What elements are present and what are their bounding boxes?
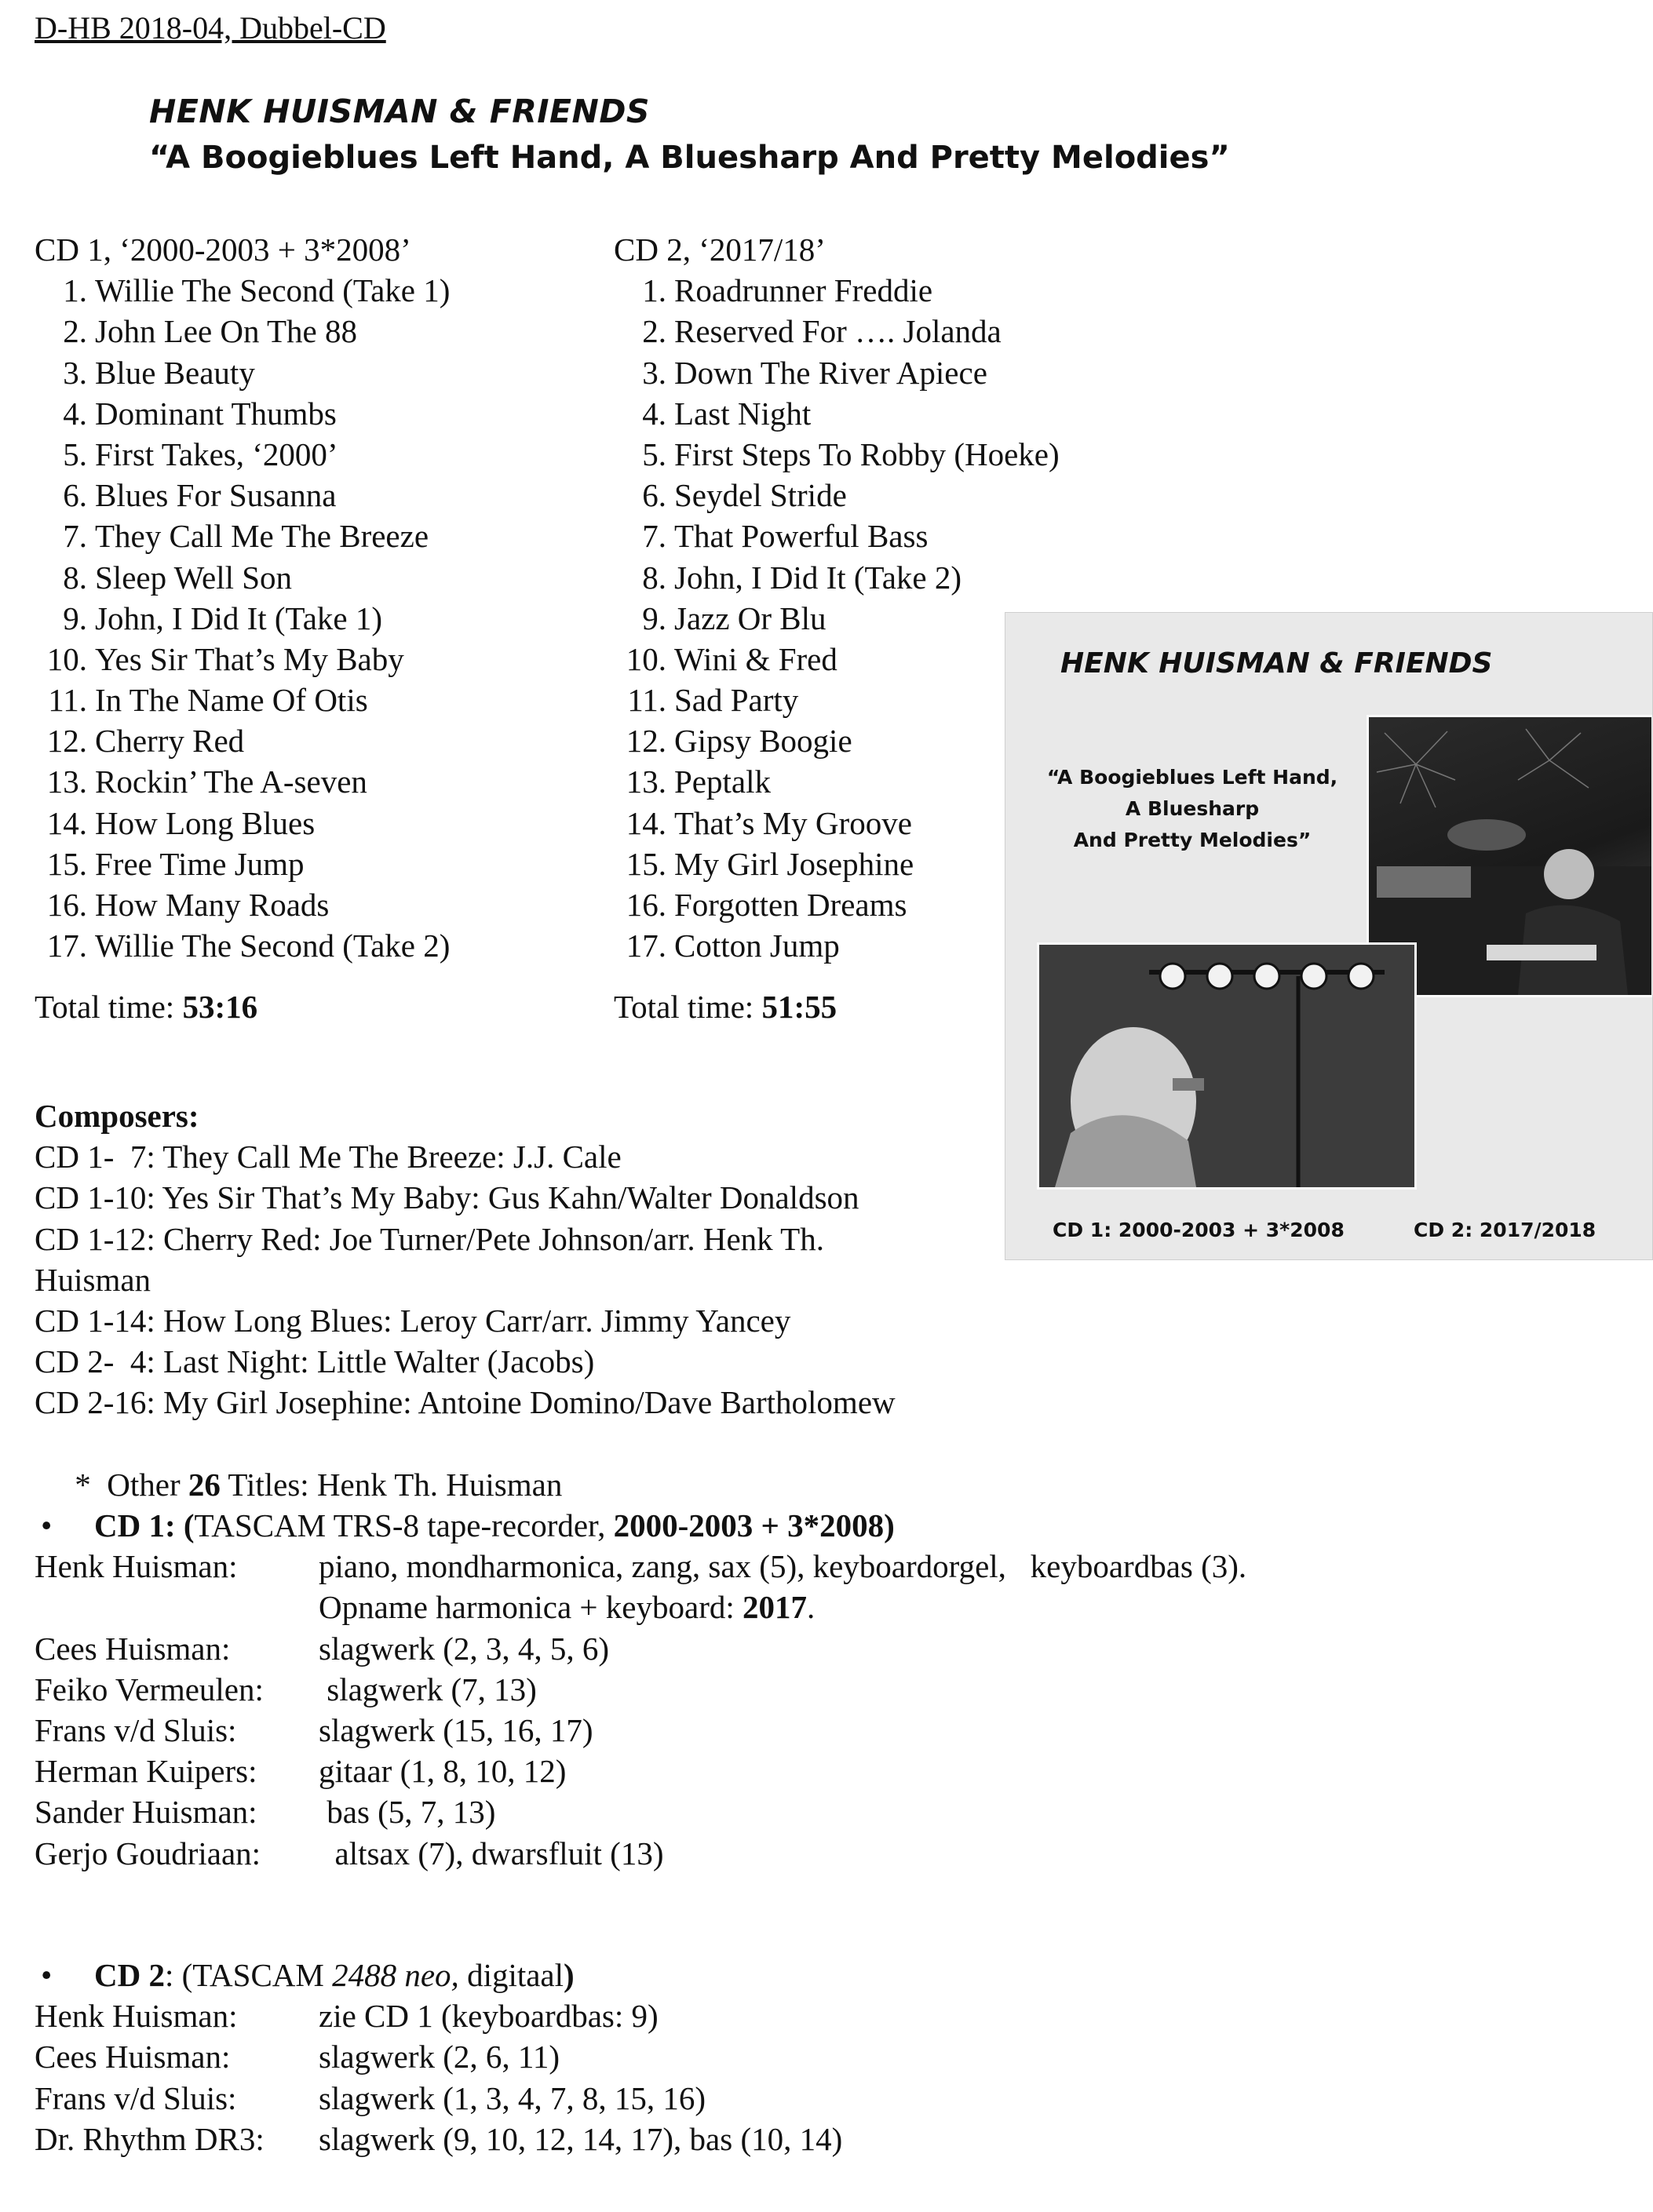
musician-name: Henk Huisman: [35,1998,238,2035]
musician-name: Frans v/d Sluis: [35,2079,237,2116]
track-row [35,803,450,844]
track-row [614,803,1060,844]
composers-other [35,1423,896,1503]
track-row [35,720,450,761]
album-title: “A Boogieblues Left Hand, A Bluesharp And Pretty Melodies” [149,140,1230,176]
track-title: Reserved For …. Jolanda [674,313,1002,350]
cd1-lineup-label: CD 1: [94,1507,176,1543]
track-title: Yes Sir That’s My Baby [95,640,404,677]
musician-name: Cees Huisman: [35,1630,231,1667]
track-title: They Call Me The Breeze [95,518,429,555]
track-title: Blues For Susanna [95,477,337,514]
track-number: 4. [642,395,666,432]
cd2-lineup-header [35,1955,842,1995]
track-number: 1. [642,272,666,309]
cd1-henk-note [35,1587,1246,1627]
track-number: 2. [642,313,666,350]
track-title: Last Night [674,395,812,432]
track-title: First Takes, ‘2000’ [95,435,338,472]
track-number: 6. [642,477,666,514]
musician-role: slagwerk (2, 6, 11) [319,2039,560,2075]
musician-row [35,1791,1246,1832]
cd1-lineup-desc: TASCAM TRS-8 tape-recorder, [194,1507,614,1543]
musician-role: slagwerk (15, 16, 17) [319,1711,593,1748]
track-row [35,352,450,393]
track-row [35,925,450,966]
track-title: Sad Party [674,682,799,719]
cd2-total-value: 51:55 [761,989,837,1026]
track-title: John, I Did It (Take 1) [95,599,383,636]
cover-footer-cd1: CD 1: 2000-2003 + 3*2008 [1053,1219,1345,1241]
musician-role: zie CD 1 (keyboardbas: 9) [319,1998,659,2035]
track-title: Down The River Apiece [674,354,987,391]
track-title: Blue Beauty [95,354,255,391]
track-number: 9. [642,599,666,636]
track-row [614,393,1060,434]
cd2-header: CD 2, ‘2017/18’ [614,231,826,268]
cd1-header: CD 1, ‘2000-2003 + 3*2008’ [35,231,411,268]
cd2-lineup [35,1955,842,2159]
track-number: 12. [46,723,87,760]
track-row [614,352,1060,393]
track-number: 3. [642,354,666,391]
track-number: 7. [642,518,666,555]
track-number: 17. [626,927,666,964]
musician-row [35,2036,842,2077]
track-row [35,516,450,556]
track-title: Willie The Second (Take 1) [95,272,451,309]
musician-row [35,1669,1246,1710]
musician-row [35,2119,842,2159]
track-row [35,680,450,720]
composer-line: CD 2- 4: Last Night: Little Walter (Jacobs) [35,1343,595,1380]
track-number: 14. [626,804,666,841]
bullet-icon: • [41,1957,53,1993]
track-row [614,598,1060,639]
composers-section [35,1095,896,1503]
track-row [614,844,1060,884]
track-row [35,598,450,639]
cd1-total-time [35,986,450,1027]
cover-subtitle [1035,762,1349,856]
track-number: 12. [626,723,666,760]
cd2-lineup-model: 2488 neo, [332,1957,459,1993]
track-row [35,434,450,475]
musician-role: slagwerk (9, 10, 12, 14, 17), bas (10, 14) [319,2120,843,2157]
composer-line: CD 1-12: Cherry Red: Joe Turner/Pete Johnson/arr. Henk Th. [35,1220,824,1257]
track-row [614,925,1060,966]
musician-row [35,2078,842,2119]
musician-row [35,1710,1246,1751]
musician-row [35,1751,1246,1791]
track-number: 5. [642,435,666,472]
cd-cover-image [1005,612,1653,1260]
cd2-track-list [614,270,1060,966]
composer-line: Huisman [35,1261,151,1298]
cd1-lineup-years: 2000-2003 + 3*2008 [613,1507,885,1543]
track-row [35,639,450,680]
cd1-members [35,1628,1246,1874]
track-number: 10. [626,640,666,677]
track-row [35,393,450,434]
track-row [35,311,450,352]
track-row [614,680,1060,720]
track-title: Dominant Thumbs [95,395,337,432]
composer-line: CD 1-14: How Long Blues: Leroy Carr/arr. Jimmy Yancey [35,1302,791,1339]
cd2-members [35,1995,842,2159]
track-row [35,844,450,884]
track-number: 1. [63,272,87,309]
cd1-total-value: 53:16 [182,989,258,1026]
track-title: Free Time Jump [95,845,305,882]
track-number: 16. [46,887,87,923]
track-number: 13. [626,763,666,800]
track-number: 11. [48,682,87,719]
track-title: How Long Blues [95,804,316,841]
track-title: John Lee On The 88 [95,313,358,350]
track-row [614,761,1060,802]
track-number: 7. [63,518,87,555]
track-number: 17. [46,927,87,964]
musician-name: Gerjo Goudriaan: [35,1835,261,1871]
track-title: That’s My Groove [674,804,912,841]
track-number: 3. [63,354,87,391]
track-title: Wini & Fred [674,640,837,677]
track-number: 13. [46,763,87,800]
track-title: Seydel Stride [674,477,847,514]
cover-title: HENK HUISMAN & FRIENDS [1060,647,1493,680]
cd1-lineup [35,1505,1246,1874]
track-title: My Girl Josephine [674,845,914,882]
cd1-lineup-close: ) [884,1507,895,1543]
track-title: Rockin’ The A-seven [95,763,367,800]
track-title: Cotton Jump [674,927,840,964]
cover-photo-harmonica [1037,942,1417,1190]
track-title: Roadrunner Freddie [674,272,933,309]
musician-role: slagwerk (2, 3, 4, 5, 6) [319,1630,610,1667]
cd1-lineup-open: ( [175,1507,195,1543]
musician-name: Frans v/d Sluis: [35,1711,237,1748]
composer-lines [35,1136,896,1423]
track-row [614,311,1060,352]
track-row [614,639,1060,680]
musician-role: slagwerk (1, 3, 4, 7, 8, 15, 16) [319,2079,706,2116]
track-number: 10. [46,640,87,677]
track-number: 2. [63,313,87,350]
track-number: 6. [63,477,87,514]
track-title: First Steps To Robby (Hoeke) [674,435,1060,472]
track-title: John, I Did It (Take 2) [674,559,962,596]
composers-other-prefix: * Other [67,1466,188,1503]
album-artist: HENK HUISMAN & FRIENDS [149,93,650,130]
track-row [614,557,1060,598]
composers-header-text: Composers: [35,1098,199,1134]
track-number: 5. [63,435,87,472]
composer-line: CD 1- 7: They Call Me The Breeze: J.J. Cale [35,1139,622,1175]
musician-name: Herman Kuipers: [35,1753,257,1790]
cd2-total-label: Total time: [614,989,762,1026]
musician-name: Henk Huisman: [35,1548,238,1585]
bullet-icon: • [41,1507,53,1543]
document-id: D-HB 2018-04, Dubbel-CD [35,10,386,46]
cd1-tracklist [35,229,450,1028]
musician-row [35,1628,1246,1669]
composers-other-suffix: Titles: Henk Th. Huisman [220,1466,563,1503]
musician-role: altsax (7), dwarsfluit (13) [319,1835,664,1871]
track-number: 14. [46,804,87,841]
track-title: How Many Roads [95,887,330,923]
track-number: 15. [626,845,666,882]
musician-name: Cees Huisman: [35,2039,231,2075]
track-title: Jazz Or Blu [674,599,826,636]
cd2-lineup-colon: : ( [164,1957,193,1993]
cd1-lineup-header [35,1505,1246,1546]
cd2-lineup-label: CD 2 [94,1957,165,1993]
track-title: That Powerful Bass [674,518,929,555]
cd2-tracklist [614,229,1060,1028]
cover-subtitle-line1: “A Boogieblues Left Hand, [1046,766,1338,789]
musician-name: Dr. Rhythm DR3: [35,2120,265,2157]
track-number: 16. [626,887,666,923]
track-row [614,270,1060,311]
composers-header [35,1095,896,1136]
cover-footer-cd2: CD 2: 2017/2018 [1414,1219,1596,1241]
track-title: Willie The Second (Take 2) [95,927,451,964]
henk-note-prefix: Opname harmonica + keyboard: [319,1589,743,1626]
track-row [35,557,450,598]
track-number: 11. [627,682,666,719]
cd2-lineup-close: ) [564,1957,575,1993]
track-row [35,475,450,516]
track-title: Gipsy Boogie [674,723,852,760]
composer-line: CD 2-16: My Girl Josephine: Antoine Domino/Dave Bartholomew [35,1384,896,1421]
cd2-lineup-tascam: TASCAM [192,1957,333,1993]
harmonica-photo-art [1039,945,1414,1187]
composers-other-count: 26 [188,1466,221,1503]
cd1-total-label: Total time: [35,989,183,1026]
musician-name: Sander Huisman: [35,1794,257,1831]
track-row [35,270,450,311]
track-number: 4. [63,395,87,432]
track-title: Forgotten Dreams [674,887,907,923]
musician-row [35,1833,1246,1874]
track-row [614,434,1060,475]
track-title: In The Name Of Otis [95,682,368,719]
track-number: 9. [63,599,87,636]
cd2-total-time [614,986,1060,1027]
cover-subtitle-line2: A Bluesharp [1125,797,1260,820]
cd2-lineup-desc: digitaal [458,1957,564,1993]
track-number: 15. [46,845,87,882]
track-title: Cherry Red [95,723,245,760]
musician-role: bas (5, 7, 13) [319,1794,496,1831]
track-number: 8. [642,559,666,596]
track-row [35,761,450,802]
track-row [35,884,450,925]
musician-row [35,1995,842,2036]
composer-line: CD 1-10: Yes Sir That’s My Baby: Gus Kahn/Walter Donaldson [35,1179,859,1216]
track-row [614,516,1060,556]
cd1-musician-henk [35,1546,1246,1587]
track-row [614,720,1060,761]
cd1-track-list [35,270,450,966]
henk-note-suffix: . [807,1589,816,1626]
track-title: Sleep Well Son [95,559,293,596]
musician-role: gitaar (1, 8, 10, 12) [319,1753,567,1790]
musician-role: piano, mondharmonica, zang, sax (5), keyboardorgel, keyboardbas (3). [319,1548,1247,1585]
cover-subtitle-line3: And Pretty Melodies” [1073,829,1312,851]
track-row [614,475,1060,516]
henk-note-year: 2017 [743,1589,807,1626]
track-row [614,884,1060,925]
track-number: 8. [63,559,87,596]
musician-name: Feiko Vermeulen: [35,1671,264,1707]
track-title: Peptalk [674,763,771,800]
musician-role: slagwerk (7, 13) [319,1671,537,1707]
